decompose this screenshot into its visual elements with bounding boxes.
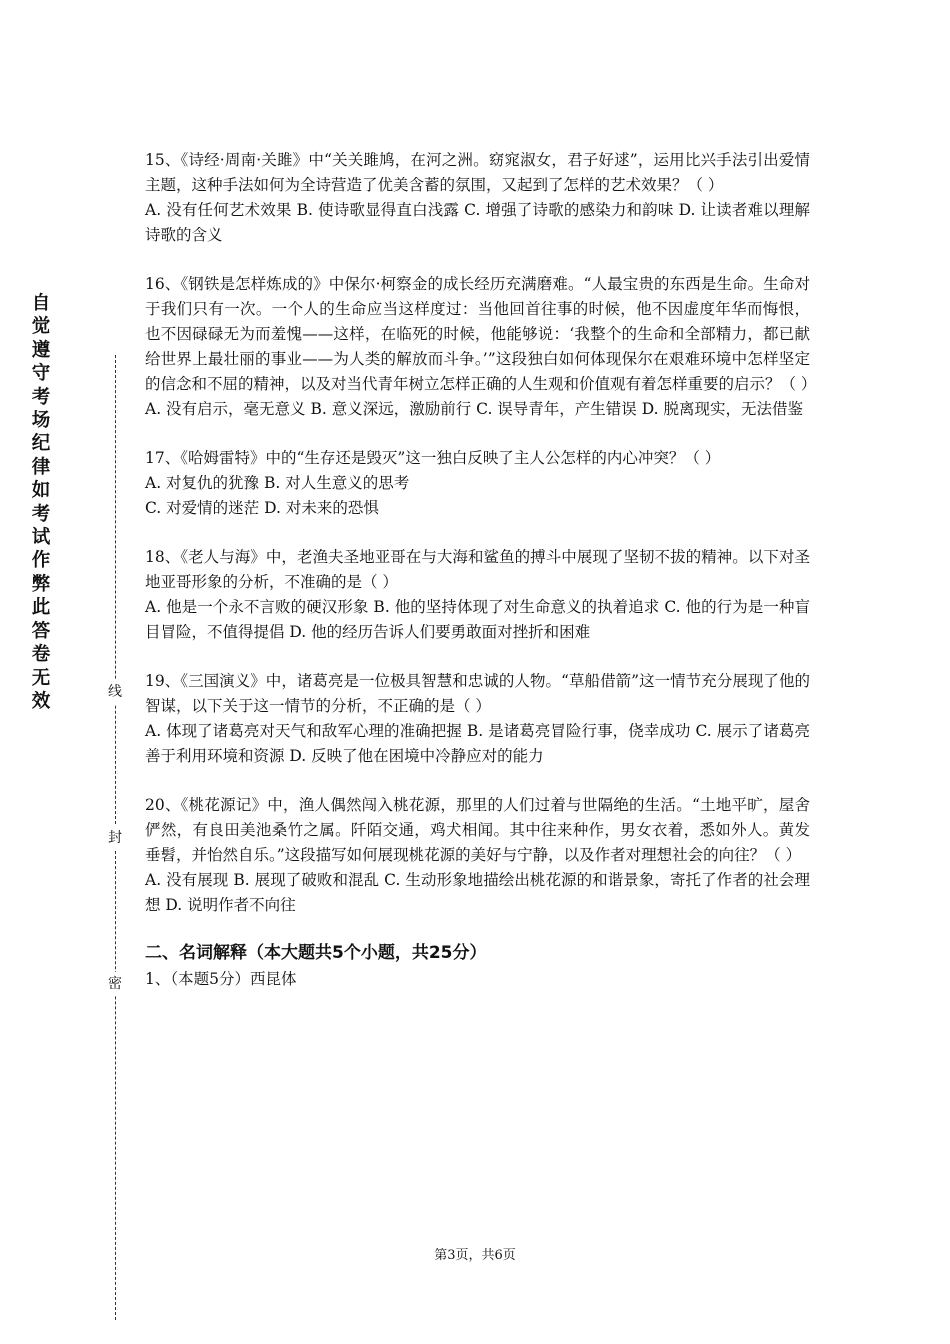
page-footer: 第3页，共6页	[434, 1248, 516, 1263]
question-options: A. 没有任何艺术效果 B. 使诗歌显得直白浅露 C. 增强了诗歌的感染力和韵味 D. 让读者难以理解诗歌的含义	[145, 201, 810, 244]
question-15	[145, 148, 810, 248]
question-18	[145, 545, 810, 645]
question-stem: 20、《桃花源记》中，渔人偶然闯入桃花源，那里的人们过着与世隔绝的生活。“土地平旷，屋舍俨然，有良田美池桑竹之属。阡陌交通，鸡犬相闻。其中往来种作，男女衣着，悉如外人。黄发垂髫，并怡然自乐。”这段描写如何展现桃花源的美好与宁静，以及作者对理想社会的向往？（ ）	[145, 796, 810, 864]
question-options: A. 体现了诸葛亮对天气和敌军心理的准确把握 B. 是诸葛亮冒险行事，侥幸成功 C. 展示了诸葛亮善于利用环境和资源 D. 反映了他在困境中冷静应对的能力	[145, 722, 810, 765]
question-17	[145, 446, 810, 521]
question-options: A. 他是一个永不言败的硬汉形象 B. 他的坚持体现了对生命意义的执着追求 C. 他的行为是一种盲目冒险，不值得提倡 D. 他的经历告诉人们要勇敢面对挫折和困难	[145, 598, 810, 641]
term-question-1: 1、（本题5分）西昆体	[145, 970, 297, 988]
question-options-line2: C. 对爱情的迷茫 D. 对未来的恐惧	[145, 499, 379, 517]
binding-label-line: 线	[106, 680, 124, 704]
question-stem: 19、《三国演义》中，诸葛亮是一位极具智慧和忠诚的人物。“草船借箭”这一情节充分展现了他的智谋，以下关于这一情节的分析，不正确的是（ ）	[145, 672, 810, 715]
question-options: A. 对复仇的犹豫 B. 对人生意义的思考	[145, 474, 410, 492]
question-stem: 17、《哈姆雷特》中的“生存还是毁灭”这一独白反映了主人公怎样的内心冲突？（ ）	[145, 449, 721, 467]
question-options: A. 没有展现 B. 展现了破败和混乱 C. 生动形象地描绘出桃花源的和谐景象，寄托了作者的社会理想 D. 说明作者不向往	[145, 871, 810, 914]
question-stem: 15、《诗经·周南·关雎》中“关关雎鸠，在河之洲。窈窕淑女，君子好逑”，运用比兴手法引出爱情主题，这种手法如何为全诗营造了优美含蓄的氛围，又起到了怎样的艺术效果？（ ）	[145, 151, 810, 194]
question-options: A. 没有启示，毫无意义 B. 意义深远，激励前行 C. 误导青年，产生错误 D. 脱离现实，无法借鉴	[145, 400, 803, 418]
question-16	[145, 272, 817, 422]
question-19	[145, 669, 810, 769]
binding-label-seal: 封	[106, 826, 124, 850]
exam-discipline-note: 自觉遵守考场纪律如考试作弊此答卷无效	[31, 293, 51, 712]
question-20	[145, 793, 810, 918]
exam-content	[145, 148, 817, 990]
binding-label-secret: 密	[106, 972, 124, 996]
question-stem: 16、《钢铁是怎样炼成的》中保尔·柯察金的成长经历充满磨难。“人最宝贵的东西是生命。生命对于我们只有一次。一个人的生命应当这样度过：当他回首往事的时候，他不因虚度年华而悔恨，也不因碌碌无为而羞愧——这样，在临死的时候，他能够说：‘我整个的生命和全部精力，都已献给世界上最壮丽的事业——为人类的解放而斗争。’”这段独白如何体现保尔在艰难环境中怎样坚定的信念和不屈的精神，以及对当代青年树立怎样正确的人生观和价值观有着怎样重要的启示？（ ）	[145, 275, 817, 393]
question-stem: 18、《老人与海》中，老渔夫圣地亚哥在与大海和鲨鱼的搏斗中展现了坚韧不拔的精神。以下对圣地亚哥形象的分析，不准确的是（ ）	[145, 548, 810, 591]
section-title: 二、名词解释（本大题共5个小题，共25分）	[145, 943, 487, 963]
